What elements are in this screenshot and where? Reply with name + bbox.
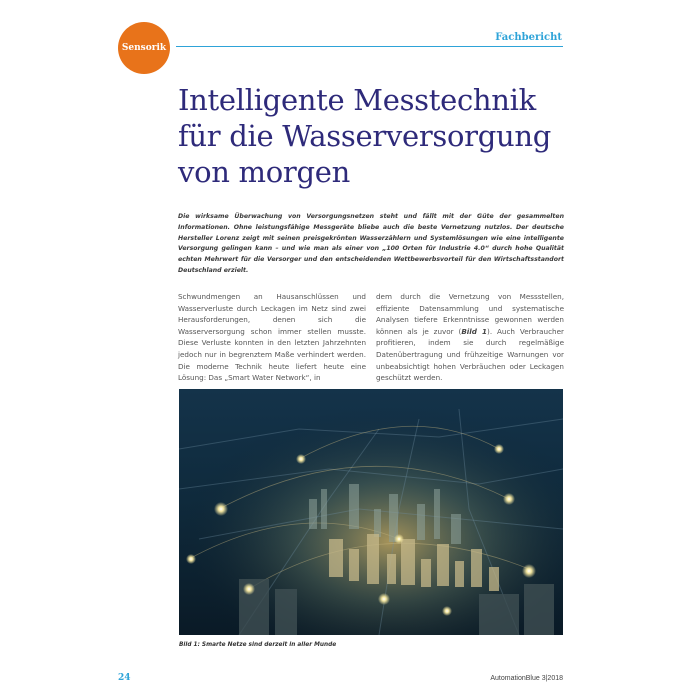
header-divider	[176, 46, 563, 47]
body-column-right	[376, 291, 564, 384]
article-title	[178, 82, 578, 190]
category-badge-label: Sensorik	[121, 43, 167, 53]
article-intro: Die wirksame Überwachung von Versorgungsnetzen steht und fällt mit der Güte der gesammelten Informationen. Ohne leistungsfähige Messgeräte bliebe auch die beste Vernetzung nutzlos. Der deutsche Hersteller Lorenz zeigt mit seinen preisgekrönten Wasserzählern und Systemlösungen wie eine intelligente Versorgung gelingen kann – und wie man als einer von „100 Orten für Industrie 4.0“ durch hohe Qualität echten Mehrwert für die Versorger und den entscheidenden Wettbewerbsvorteil für den Wirtschaftsstandort Deutschland erzielt.	[178, 213, 564, 274]
section-label: Fachbericht	[495, 32, 562, 43]
body-column-left: Schwundmengen an Hausanschlüssen und Wasserverluste durch Leckagen im Netz sind zwei Herausforderungen, denen sich die Wasserversorgung schon immer stellen musste. Diese Verluste konnten in den letzten Jahrzehnten jedoch nur in begrenztem Maße verhindert werden. Die moderne Technik heute liefert heute eine Lösung: Das „Smart Water Network“, in	[178, 292, 366, 383]
smart-city-circuit-image	[179, 389, 563, 635]
title-line-1: Intelligente Messtechnik	[178, 83, 536, 117]
page-number: 24	[118, 673, 131, 683]
figure-caption: Bild 1: Smarte Netze sind derzeit in aller Munde	[179, 642, 337, 648]
publication-info: AutomationBlue 3|2018	[490, 675, 563, 682]
title-line-3: von morgen	[178, 155, 350, 189]
circuit-illustration	[179, 389, 563, 635]
figure-reference: Bild 1	[461, 326, 488, 336]
body-right-text-2: ). Auch Verbraucher profitieren, indem sie durch regelmäßige Datenübertragung und frühzeitige Warnungen vor unbeabsichtigt hohen Verbräuchen oder Leckagen geschützt werden.	[376, 326, 564, 383]
category-badge	[118, 22, 170, 74]
title-line-2: für die Wasserversorgung	[178, 119, 551, 153]
body-right-text-1: dem durch die Vernetzung von Messstellen, effiziente Datensammlung und systematische Analysen tiefere Erkenntnisse gewonnen werden können als je zuvor (	[376, 292, 564, 336]
